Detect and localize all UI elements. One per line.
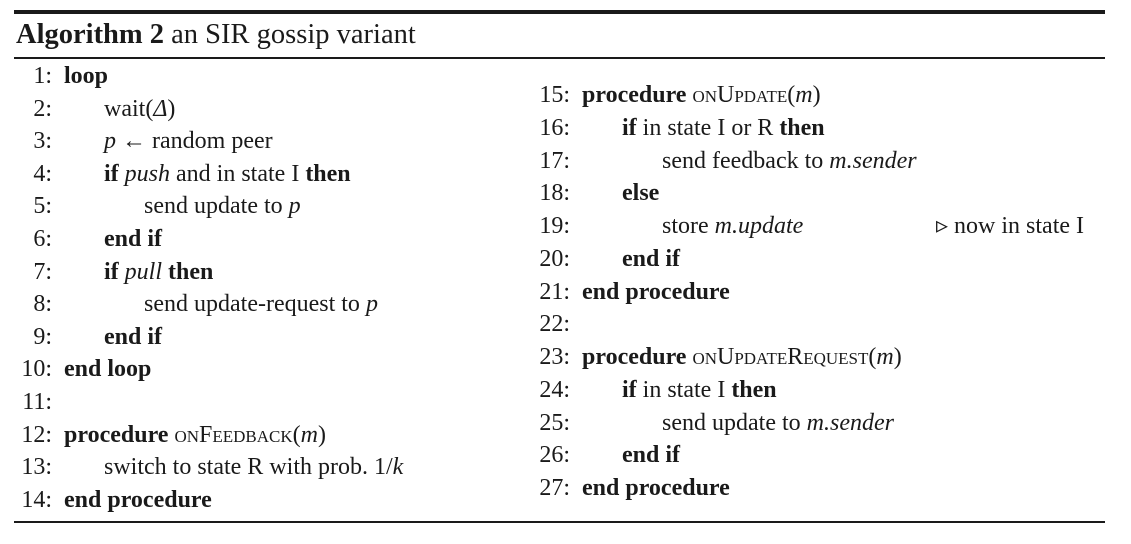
line-number: 6: xyxy=(33,226,52,252)
line-number: 3: xyxy=(33,128,52,155)
line-code xyxy=(622,439,680,471)
code-line xyxy=(0,341,1131,373)
keyword: end if xyxy=(104,323,163,350)
line-number: 20: xyxy=(539,245,570,272)
top-rule xyxy=(14,10,1105,14)
procedure-name: onUpdate xyxy=(692,82,788,108)
code-text: ( xyxy=(868,344,877,370)
keyword: if xyxy=(104,258,125,285)
keyword: loop xyxy=(64,63,109,89)
math-symbol: m xyxy=(300,421,318,448)
code-text: ) xyxy=(893,344,902,370)
line-code xyxy=(582,472,730,504)
keyword: end procedure xyxy=(582,278,730,305)
keyword: end if xyxy=(622,442,681,469)
bottom-rule xyxy=(14,521,1105,523)
caption-rule xyxy=(14,57,1105,59)
code-line xyxy=(0,439,1131,471)
line-code xyxy=(662,210,803,242)
line-number: 15: xyxy=(539,82,570,108)
keyword: end if xyxy=(104,226,163,252)
math-symbol: k xyxy=(392,454,404,481)
line-code xyxy=(622,112,825,144)
caption-label: Algorithm 2 xyxy=(16,19,165,50)
line-code xyxy=(662,145,917,177)
code-text: store xyxy=(662,213,715,239)
line-number: 8: xyxy=(33,291,52,318)
code-text: send feedback to xyxy=(662,147,830,174)
math-symbol: Δ xyxy=(153,95,168,122)
italic-term: pull xyxy=(124,258,163,285)
code-text: wait( xyxy=(104,95,154,122)
math-symbol: p xyxy=(104,128,116,155)
keyword: then xyxy=(162,258,214,285)
italic-term: m.sender xyxy=(829,147,917,174)
code-text: send update to xyxy=(662,409,807,436)
keyword: procedure xyxy=(582,82,693,108)
line-number: 12: xyxy=(21,421,52,448)
line-number: 14: xyxy=(21,486,52,513)
math-symbol: m xyxy=(876,344,894,370)
keyword: else xyxy=(622,180,660,207)
line-number: 4: xyxy=(33,160,52,187)
line-number: 24: xyxy=(539,376,570,403)
line-number: 18: xyxy=(539,180,570,207)
code-text: switch to state R with prob. 1/ xyxy=(104,454,393,481)
code-text: in state I or R xyxy=(642,114,780,141)
keyword: end procedure xyxy=(64,486,212,513)
code-line xyxy=(0,472,1131,504)
code-line xyxy=(0,374,1131,406)
procedure-name: onFeedback xyxy=(174,421,293,448)
keyword: if xyxy=(622,376,643,403)
keyword: end procedure xyxy=(582,475,730,501)
line-number: 25: xyxy=(539,409,570,436)
italic-term: push xyxy=(124,160,171,187)
code-text: and in state I xyxy=(170,160,306,187)
italic-term: m.sender xyxy=(806,409,894,436)
line-code xyxy=(582,276,730,308)
keyword: procedure xyxy=(64,421,175,448)
keyword: end loop xyxy=(64,356,152,383)
keyword: then xyxy=(731,376,777,403)
line-number: 23: xyxy=(539,344,570,370)
line-number: 9: xyxy=(33,323,52,350)
line-number: 27: xyxy=(539,475,570,501)
code-line xyxy=(0,407,1131,439)
code-text: in state I xyxy=(642,376,732,403)
line-number: 13: xyxy=(21,454,52,481)
line-number: 19: xyxy=(539,213,570,239)
procedure-name: onUpdateRequest xyxy=(692,344,869,370)
caption-title: an SIR gossip variant xyxy=(171,19,416,50)
line-number: 21: xyxy=(539,278,570,305)
line-code xyxy=(622,374,777,406)
line-number: 1: xyxy=(33,63,52,89)
keyword: if xyxy=(104,160,125,187)
code-text: ( xyxy=(292,421,301,448)
line-code xyxy=(622,243,680,275)
code-line xyxy=(0,276,1131,308)
code-line xyxy=(0,112,1131,144)
algorithm-caption xyxy=(16,15,416,55)
code-line xyxy=(0,308,1131,340)
code-text: ( xyxy=(787,82,796,108)
code-line xyxy=(0,177,1131,209)
line-code xyxy=(582,79,821,111)
code-text: ) xyxy=(317,421,326,448)
code-line xyxy=(0,145,1131,177)
code-line xyxy=(0,210,1131,242)
keyword: then xyxy=(779,114,825,141)
code-line xyxy=(0,79,1131,111)
line-number: 26: xyxy=(539,442,570,469)
keyword: procedure xyxy=(582,344,693,370)
code-text: ← random peer xyxy=(116,128,273,155)
line-number: 7: xyxy=(33,258,52,285)
line-number: 10: xyxy=(21,356,52,383)
line-code xyxy=(622,177,659,209)
line-number: 11: xyxy=(22,389,52,415)
code-text: send update to xyxy=(144,193,289,220)
code-text: ) xyxy=(167,95,176,122)
math-symbol: p xyxy=(288,193,301,220)
line-number: 22: xyxy=(539,311,570,338)
keyword: then xyxy=(305,160,351,187)
line-number: 5: xyxy=(33,193,52,220)
keyword: end if xyxy=(622,245,681,272)
line-code xyxy=(582,341,902,373)
line-comment: ▹ now in state I xyxy=(936,213,1085,239)
line-code xyxy=(662,407,894,439)
code-text: send update-request to xyxy=(144,291,366,318)
italic-term: m.update xyxy=(714,213,804,239)
math-symbol: p xyxy=(365,291,378,318)
code-line xyxy=(0,243,1131,275)
line-number: 17: xyxy=(539,147,570,174)
math-symbol: m xyxy=(795,82,813,108)
keyword: if xyxy=(622,114,643,141)
line-number: 2: xyxy=(33,95,52,122)
line-number: 16: xyxy=(539,114,570,141)
code-text: ) xyxy=(812,82,821,108)
